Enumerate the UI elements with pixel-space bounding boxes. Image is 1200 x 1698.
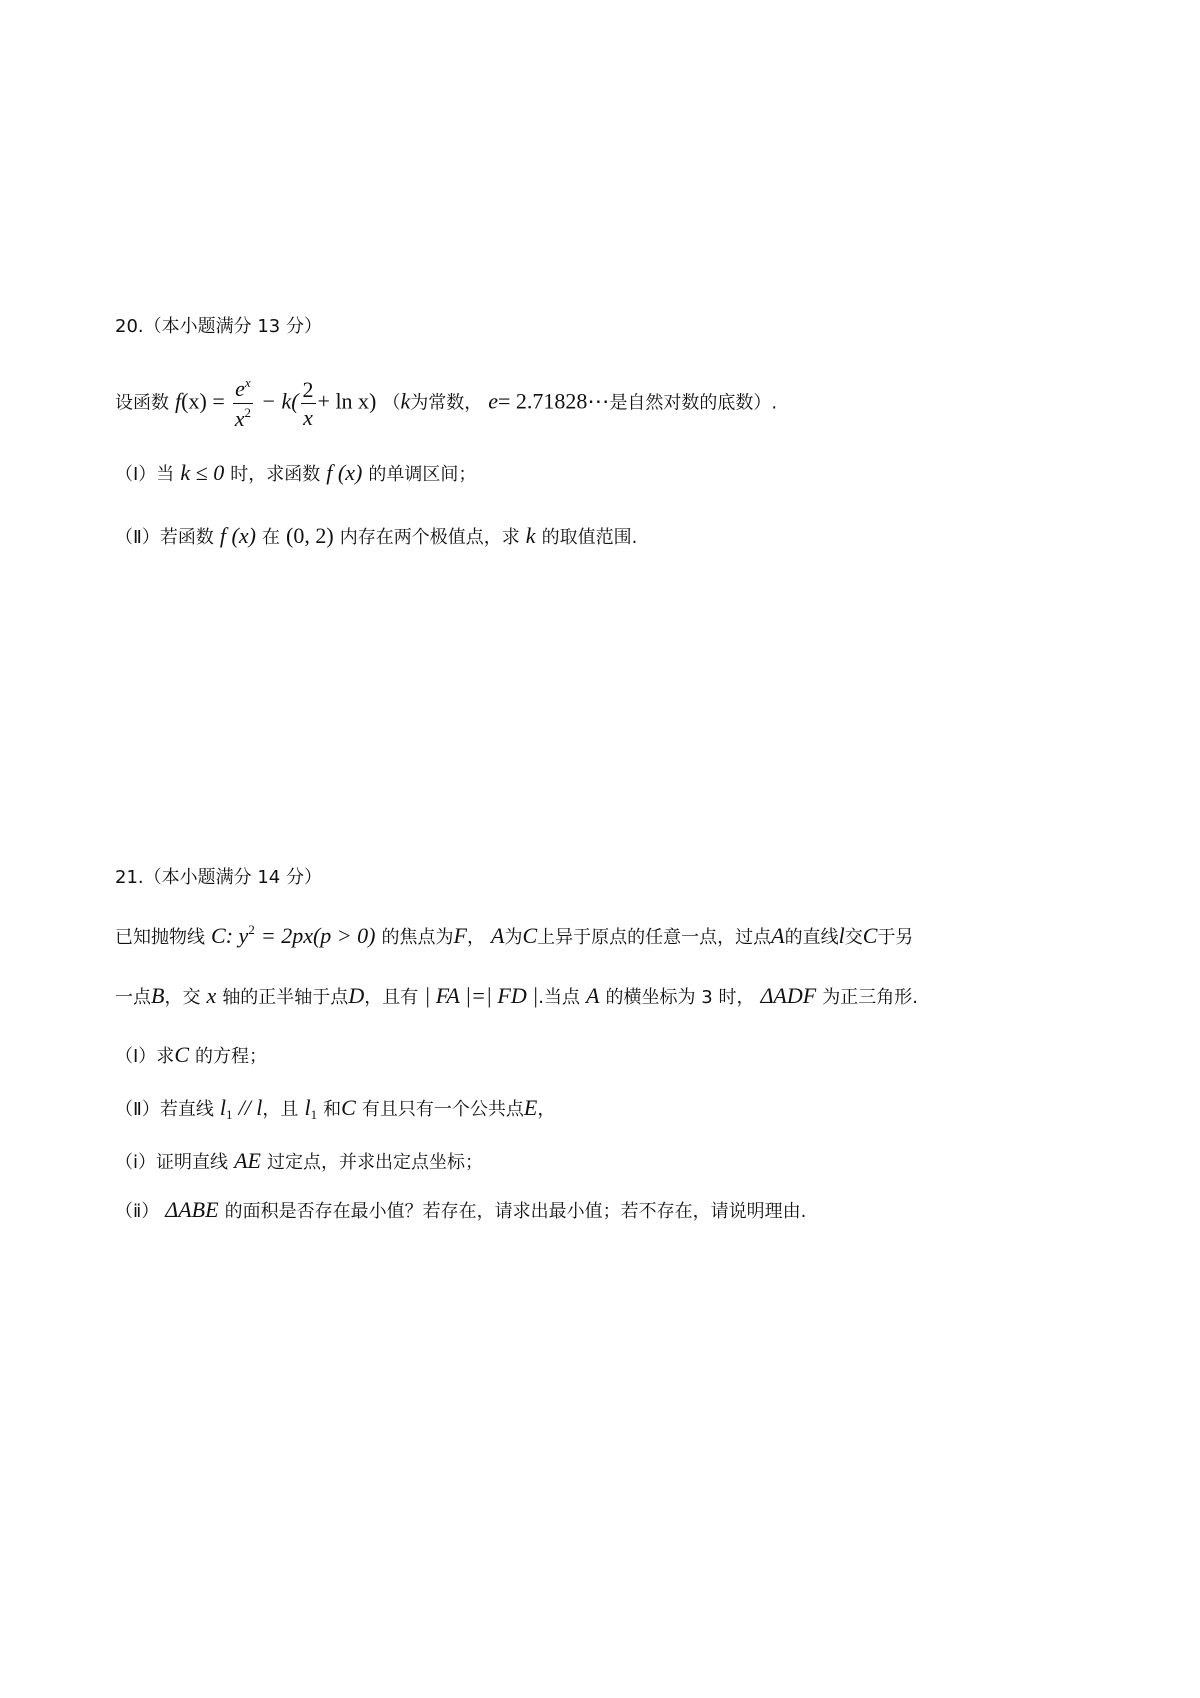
q21-part1-C: C <box>174 1042 189 1067</box>
q21-l1-d: 为 <box>504 927 523 948</box>
q20-part1-label: （Ⅰ）当 <box>115 464 175 485</box>
q21-part2-ii-triangle: ΔABE <box>165 1197 219 1222</box>
q21-part2-ii-label: （ⅱ） <box>115 1201 160 1222</box>
q21-stem-line1 <box>115 923 913 947</box>
q20-part1-end: 的单调区间； <box>368 464 477 485</box>
q21-part2-mid2: 有且只有一个公共点 <box>361 1099 524 1120</box>
q21-part2-and: 和 <box>323 1099 342 1120</box>
q21-part1-end: 的方程； <box>195 1046 268 1067</box>
q20-note-value: = 2.71828⋯ <box>498 388 610 414</box>
q20-part2-label: （Ⅱ）若函数 <box>115 527 214 548</box>
q21-l2-eq: | FA |=| FD | <box>424 983 539 1008</box>
q21-l1-e: 上异于原点的任意一点，过点 <box>537 927 772 948</box>
q21-l1-sup: 2 <box>248 922 255 937</box>
q21-l2-D: D <box>348 983 365 1008</box>
q21-l1-C3: C <box>862 923 878 948</box>
q21-l2-g: 为正三角形. <box>822 987 918 1008</box>
q21-l1-y: : y <box>225 923 249 948</box>
q21-l1-C2: C <box>522 923 538 948</box>
q21-part2-i-AE: AE <box>234 1148 261 1173</box>
q20-frac2-num: 2 <box>301 378 316 404</box>
q21-l1-g: 交 <box>844 927 863 948</box>
q21-part2-i <box>115 1150 483 1172</box>
q21-part2-end: ， <box>537 1099 556 1120</box>
q21-part2-i-end: 过定点，并求出定点坐标； <box>267 1152 483 1173</box>
q20-part2-k: k <box>525 523 536 548</box>
q20-part2-mid: 在 <box>261 527 280 548</box>
q21-l2-a: 一点 <box>115 987 151 1008</box>
q20-header-text: 20.（本小题满分 13 分） <box>115 316 322 337</box>
q21-l1-a: 已知抛物线 <box>115 927 205 948</box>
q21-part2-l1b-sub: 1 <box>310 1107 318 1122</box>
q21-l2-d: ，且有 <box>364 987 419 1008</box>
q20-part2-end: 的取值范围. <box>541 527 638 548</box>
q21-part2-l1b: l <box>304 1095 311 1120</box>
q20-part1-function: f (x) <box>326 460 363 485</box>
q21-part2-parallel: // l <box>238 1095 263 1120</box>
q21-stem-line2 <box>115 985 918 1007</box>
q21-header-text: 21.（本小题满分 14 分） <box>115 867 322 888</box>
q21-l1-rhs: = 2px(p > 0) <box>260 923 376 948</box>
q20-frac1-den: x <box>234 405 245 431</box>
q21-l2-B: B <box>151 983 165 1008</box>
q21-l1-h: 于另 <box>877 927 914 948</box>
q21-l1-A2: A <box>771 923 785 948</box>
q21-part2-ii-end: 的面积是否存在最小值？若存在，请求出最小值；若不存在，请说明理由. <box>224 1201 807 1222</box>
q21-part2-C: C <box>341 1095 356 1120</box>
q20-fraction-exp <box>233 376 253 431</box>
q21-l1-C: C <box>211 923 226 948</box>
q21-part2-label: （Ⅱ）若直线 <box>115 1099 214 1120</box>
q20-frac1-num-sup: x <box>244 375 251 390</box>
q20-frac1-num: e <box>235 376 245 401</box>
q21-l2-c: 轴的正半轴于点 <box>222 987 349 1008</box>
q20-note-end: 是自然对数的底数）. <box>609 392 778 414</box>
q21-part2-E: E <box>523 1095 538 1120</box>
q20-frac1-den-sup: 2 <box>244 404 252 420</box>
q20-note-open: （ <box>382 392 401 414</box>
q21-l2-triangle: ΔADF <box>760 983 817 1008</box>
q20-part2-interval: (0, 2) <box>286 523 334 548</box>
q20-stem-prefix: 设函数 <box>115 392 169 414</box>
q20-part2 <box>115 525 637 547</box>
q21-part2-l1-sub: 1 <box>226 1107 233 1122</box>
q20-part2-function: f (x) <box>219 523 256 548</box>
q21-l2-x: x <box>206 983 217 1008</box>
q20-part2-mid2: 内存在两个极值点，求 <box>339 527 520 548</box>
q21-l1-A: A <box>491 923 505 948</box>
q20-header <box>115 318 322 336</box>
q21-l1-F: F <box>453 923 467 948</box>
q20-part1-mid: 时，求函数 <box>230 464 321 485</box>
q21-l2-b: ，交 <box>164 987 201 1008</box>
q21-part2-ii <box>115 1199 806 1221</box>
q20-part1-condition: k ≤ 0 <box>180 460 225 485</box>
q21-l1-l: l <box>838 923 845 948</box>
q21-l2-f: 的横坐标为 3 时， <box>605 987 755 1008</box>
q21-part1-label: （Ⅰ）求 <box>115 1046 175 1067</box>
q21-l1-f: 的直线 <box>784 927 839 948</box>
q20-fraction-two-over-x <box>301 378 316 429</box>
q21-part2 <box>115 1097 555 1121</box>
q21-l1-c: ， <box>466 927 485 948</box>
q20-function-name: f <box>175 388 182 414</box>
q21-l2-A: A <box>586 983 600 1008</box>
q20-part1 <box>115 462 476 484</box>
q21-l1-b: 的焦点为 <box>381 927 454 948</box>
q21-header <box>115 869 322 887</box>
q20-plus-ln: + ln x) <box>317 388 377 414</box>
q20-frac2-den: x <box>303 404 313 430</box>
q21-part2-i-label: （ⅰ）证明直线 <box>115 1152 229 1173</box>
q21-part1 <box>115 1044 267 1066</box>
q20-stem <box>115 376 777 431</box>
q20-minus-k: − k( <box>261 388 299 414</box>
q20-function-arg: (x) = <box>181 388 225 414</box>
q21-part2-l1: l <box>219 1095 227 1120</box>
q20-note-k: k <box>400 388 411 414</box>
q21-part2-mid: ，且 <box>262 1099 299 1120</box>
q20-note-e: e <box>488 388 499 414</box>
q20-note-mid: 为常数， <box>410 392 483 414</box>
q21-l2-e: .当点 <box>538 987 580 1008</box>
